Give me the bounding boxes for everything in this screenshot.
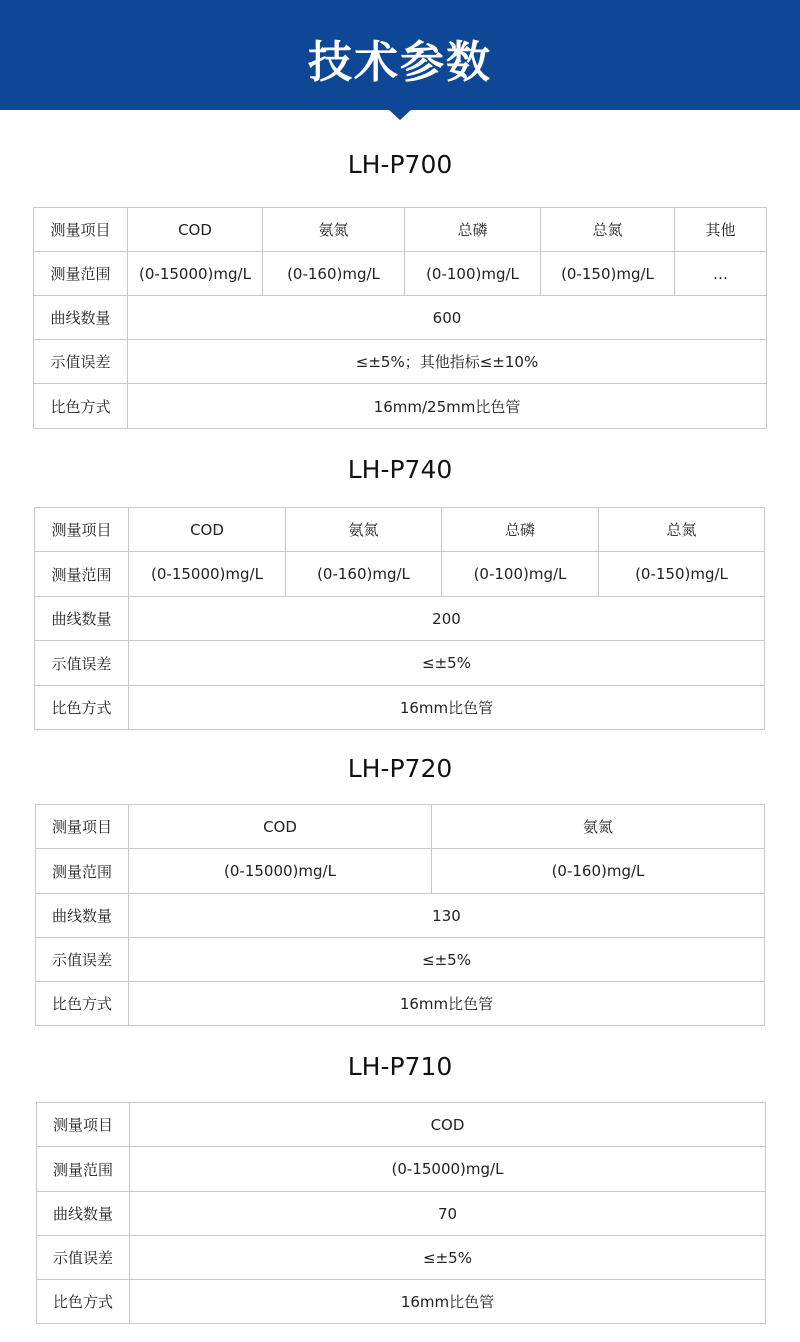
table-row	[37, 1192, 766, 1236]
item-cell: COD	[128, 208, 263, 252]
table-row	[37, 1147, 766, 1192]
row-label-range: 测量范围	[35, 552, 129, 597]
model-title-p710: LH-P710	[347, 1052, 453, 1081]
row-label-curves: 曲线数量	[37, 1192, 130, 1236]
error-value: ≤±5%	[130, 1236, 766, 1280]
range-cell: (0-150)mg/L	[541, 252, 675, 296]
spec-table-p720	[35, 804, 765, 1026]
model-title-p720: LH-P720	[347, 754, 453, 783]
error-value: ≤±5%	[129, 938, 765, 982]
range-cell: (0-160)mg/L	[432, 849, 765, 894]
curves-value: 600	[128, 296, 767, 340]
table-row	[34, 252, 767, 296]
range-cell: (0-15000)mg/L	[129, 849, 432, 894]
item-cell: COD	[129, 805, 432, 849]
table-row	[36, 849, 765, 894]
table-row	[37, 1280, 766, 1324]
table-row	[34, 384, 767, 429]
row-label-error: 示值误差	[37, 1236, 130, 1280]
error-value: ≤±5%	[129, 641, 765, 686]
row-label-curves: 曲线数量	[36, 894, 129, 938]
range-cell: (0-100)mg/L	[442, 552, 599, 597]
table-row	[34, 340, 767, 384]
table-row	[36, 894, 765, 938]
item-cell: 总磷	[405, 208, 541, 252]
table-row	[36, 982, 765, 1026]
row-label-items: 测量项目	[34, 208, 128, 252]
error-value: ≤±5%；其他指标≤±10%	[128, 340, 767, 384]
spec-table-p710	[36, 1102, 766, 1324]
range-cell: (0-15000)mg/L	[130, 1147, 766, 1192]
colorimetric-value: 16mm/25mm比色管	[128, 384, 767, 429]
row-label-range: 测量范围	[34, 252, 128, 296]
row-label-curves: 曲线数量	[35, 597, 129, 641]
header-notch-decoration	[387, 108, 413, 120]
page-title: 技术参数	[308, 37, 492, 88]
row-label-error: 示值误差	[36, 938, 129, 982]
spec-table-p700	[33, 207, 767, 429]
item-cell: 氨氮	[432, 805, 765, 849]
row-label-colorimetric: 比色方式	[37, 1280, 130, 1324]
model-title-p740: LH-P740	[347, 455, 453, 484]
row-label-items: 测量项目	[37, 1103, 130, 1147]
table-row	[37, 1236, 766, 1280]
row-label-items: 测量项目	[36, 805, 129, 849]
range-cell: (0-100)mg/L	[405, 252, 541, 296]
table-row	[36, 938, 765, 982]
colorimetric-value: 16mm比色管	[130, 1280, 766, 1324]
row-label-colorimetric: 比色方式	[34, 384, 128, 429]
table-row	[35, 508, 765, 552]
item-cell: 总氮	[599, 508, 765, 552]
spec-table-p740	[34, 507, 765, 730]
range-cell: (0-160)mg/L	[286, 552, 442, 597]
row-label-items: 测量项目	[35, 508, 129, 552]
row-label-range: 测量范围	[37, 1147, 130, 1192]
item-cell: 氨氮	[263, 208, 405, 252]
table-row	[37, 1103, 766, 1147]
item-cell: COD	[130, 1103, 766, 1147]
row-label-colorimetric: 比色方式	[35, 686, 129, 730]
item-cell: 总磷	[442, 508, 599, 552]
range-cell: (0-15000)mg/L	[128, 252, 263, 296]
colorimetric-value: 16mm比色管	[129, 686, 765, 730]
item-cell: 其他	[675, 208, 767, 252]
table-row	[35, 641, 765, 686]
item-cell: 氨氮	[286, 508, 442, 552]
table-row	[35, 686, 765, 730]
header-banner	[0, 0, 800, 110]
row-label-curves: 曲线数量	[34, 296, 128, 340]
colorimetric-value: 16mm比色管	[129, 982, 765, 1026]
table-row	[34, 208, 767, 252]
row-label-range: 测量范围	[36, 849, 129, 894]
range-cell: (0-160)mg/L	[263, 252, 405, 296]
row-label-colorimetric: 比色方式	[36, 982, 129, 1026]
range-cell: …	[675, 252, 767, 296]
range-cell: (0-150)mg/L	[599, 552, 765, 597]
curves-value: 200	[129, 597, 765, 641]
curves-value: 130	[129, 894, 765, 938]
table-row	[35, 597, 765, 641]
row-label-error: 示值误差	[35, 641, 129, 686]
table-row	[35, 552, 765, 597]
item-cell: COD	[129, 508, 286, 552]
row-label-error: 示值误差	[34, 340, 128, 384]
curves-value: 70	[130, 1192, 766, 1236]
model-title-p700: LH-P700	[347, 150, 453, 179]
item-cell: 总氮	[541, 208, 675, 252]
table-row	[36, 805, 765, 849]
range-cell: (0-15000)mg/L	[129, 552, 286, 597]
table-row	[34, 296, 767, 340]
